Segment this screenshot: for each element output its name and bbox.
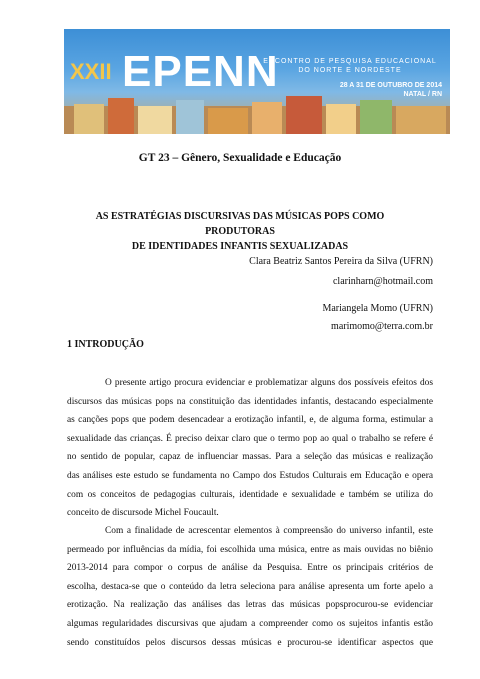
paragraph-line: discursos das músicas pops na constituição das identidades infantis, destacando especialmente xyxy=(67,396,433,407)
author-email[interactable]: marimomo@terra.com.br xyxy=(331,321,433,332)
paragraph-line: das análises este estudo se fundamenta no Campo dos Estudos Culturais em Educação e opera xyxy=(67,470,433,481)
title-line: DE IDENTIDADES INFANTIS SEXUALIZADAS xyxy=(131,241,349,252)
paragraph-line: algumas regularidades discursivas que ajudam a compreender como os sujeitos infantis estão xyxy=(67,618,433,629)
dates-line: 28 A 31 DE OUTUBRO DE 2014 xyxy=(339,82,442,89)
event-dates xyxy=(340,81,442,99)
body-paragraph xyxy=(67,522,433,652)
location-line: NATAL / RN xyxy=(403,91,442,98)
section-heading: 1 INTRODUÇÃO xyxy=(67,339,144,350)
subtitle-line: DO NORTE E NORDESTE xyxy=(298,67,402,74)
working-group-title: GT 23 – Gênero, Sexualidade e Educação xyxy=(138,152,342,164)
subtitle-line: ENCONTRO DE PESQUISA EDUCACIONAL xyxy=(263,58,437,65)
event-logo-text: EPENN xyxy=(122,47,279,96)
paragraph-line: permeado por influências da mídia, foi escolhida uma música, entre as mais ouvidas no biênio xyxy=(67,544,433,555)
author-name: Mariangela Momo (UFRN) xyxy=(322,303,433,314)
event-subtitle xyxy=(260,57,440,75)
paragraph-line: sexualidade das crianças. É preciso deixar claro que o termo pop ao qual o trabalho se refere é xyxy=(67,433,433,444)
edition-label: XXII xyxy=(70,59,112,84)
paragraph-line: as canções pops que podem desencadear a erotização infantil, e, de alguma forma, estimular a xyxy=(67,415,433,426)
paragraph-line: sendo constituídos pelos discursos dessas músicas e procurou-se identificar aspectos que xyxy=(67,637,433,648)
author-email[interactable]: clarinharn@hotmail.com xyxy=(332,276,433,287)
paragraph-line: erotização. Na realização das análises das letras das músicas popsprocurou-se evidenciar xyxy=(67,600,433,611)
header-banner xyxy=(64,29,450,134)
paragraph-line: conceito de discursode Michel Foucault. xyxy=(67,508,219,519)
title-line: AS ESTRATÉGIAS DISCURSIVAS DAS MÚSICAS POPS COMO PRODUTORAS xyxy=(95,211,385,237)
paragraph-line: O presente artigo procura evidenciar e problematizar alguns dos possíveis efeitos dos xyxy=(105,378,433,388)
paragraph-line: com os conceitos de pedagogias culturais, identidade e sexualidade e também se utiliza do xyxy=(67,489,433,500)
paragraph-line: Com a finalidade de acrescentar elementos à compreensão do universo infantil, este xyxy=(105,526,433,536)
author-name: Clara Beatriz Santos Pereira da Silva (UFRN) xyxy=(249,256,433,267)
paragraph-line: no sentido de popular, capaz de influenciar massas. Para a seleção das músicas e realização xyxy=(67,452,433,463)
paragraph-line: escolha, destaca-se que o conteúdo da letra seleciona para análise apresenta um forte apelo a xyxy=(67,581,433,592)
paragraph-line: 2013-2014 para compor o corpus de análise da Pesquisa. Entre os principais critérios de xyxy=(67,563,433,574)
article-title xyxy=(70,209,410,254)
body-paragraph xyxy=(67,374,433,523)
